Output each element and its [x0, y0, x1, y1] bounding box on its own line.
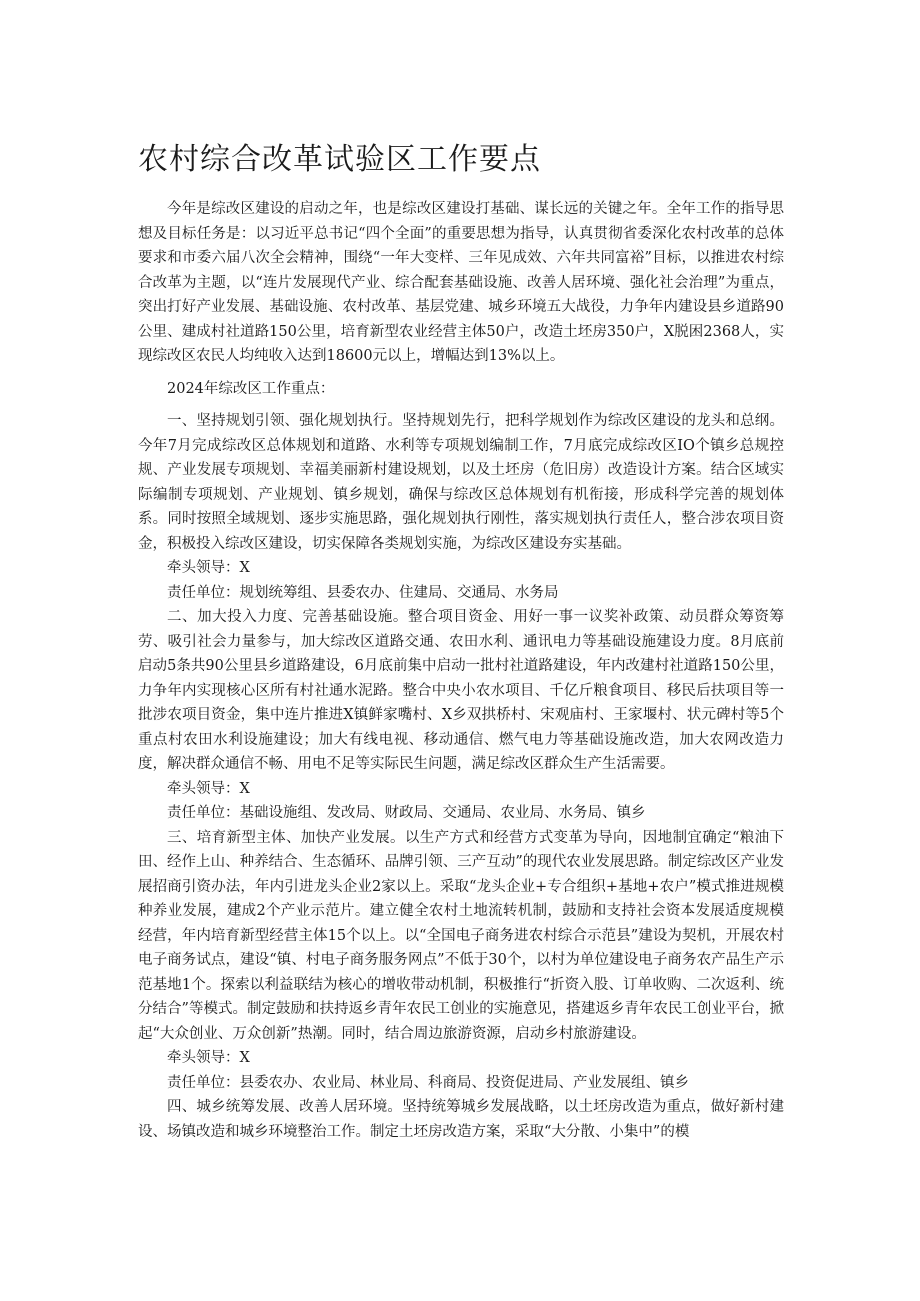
item-1-paragraph: 一、坚持规划引领、强化规划执行。坚持规划先行，把科学规划作为综改区建设的龙头和总纲。今年7月完成综改区总体规划和道路、水利等专项规划编制工作，7月底完成综改区IO个镇乡总规控规、产业发展专项规划、幸福美丽新村建设规划，以及土坯房（危旧房）改造设计方案。结合区域实际编制专项规划、产业规划、镇乡规划，确保与综改区总体规划有机衔接，形成科学完善的规划体系。同时按照全域规划、逐步实施思路，强化规划执行刚性，落实规划执行责任人，整合涉农项目资金，积极投入综改区建设，切实保障各类规划实施，为综改区建设夯实基础。	[138, 413, 784, 552]
section-heading: 2024年综改区工作重点：	[167, 380, 335, 397]
item-3-lead: 牵头领导：X	[167, 1050, 250, 1066]
item-1-units: 责任单位：规划统筹组、县委农办、住建局、交通局、水务局	[167, 584, 559, 601]
item-3-paragraph: 三、培育新型主体、加快产业发展。以生产方式和经营方式变革为导向，因地制宜确定“粮油下田、经作上山、种养结合、生态循环、品牌引领、三产互动”的现代农业发展思路。制定综改区产业发展招商引资办法，年内引进龙头企业2家以上。采取“龙头企业+专合组织+基地+农户”模式推进规模种养业发展，建成2个产业示范片。建立健全农村土地流转机制，鼓励和支持社会资本发展适度规模经营，年内培育新型经营主体15个以上。以“全国电子商务进农村综合示范县”建设为契机，开展农村电子商务试点，建设“镇、村电子商务服务网点”不低于30个，以村为单位建设电子商务农产品生产示范基地1个。探索以利益联结为核心的增收带动机制，积极推行“折资入股、订单收购、二次返利、统分结合”等模式。制定鼓励和扶持返乡青年农民工创业的实施意见，搭建返乡青年农民工创业平台，掀起“大众创业、万众创新”热潮。同时，结合周边旅游资源，启动乡村旅游建设。	[138, 829, 784, 1042]
document-title: 农村综合改革试验区工作要点	[138, 142, 541, 177]
document-body	[138, 197, 784, 1144]
item-4-paragraph: 四、城乡统筹发展、改善人居环境。坚持统筹城乡发展战略，以土坯房改造为重点，做好新村建设、场镇改造和城乡环境整治工作。制定土坯房改造方案，采取“大分散、小集中”的模	[138, 1099, 784, 1140]
intro-paragraph: 今年是综改区建设的启动之年，也是综改区建设打基础、谋长远的关键之年。全年工作的指导思想及目标任务是：以习近平总书记“四个全面”的重要思想为指导，认真贯彻省委深化农村改革的总体要求和市委六届八次全会精神，围绕“一年大变样、三年见成效、六年共同富裕”目标，以推进农村综合改革为主题，以“连片发展现代产业、综合配套基础设施、改善人居环境、强化社会治理”为重点，突出打好产业发展、基础设施、农村改革、基层党建、城乡环境五大战役，力争年内建设县乡道路90公里、建成村社道路150公里，培育新型农业经营主体50户，改造土坯房350户，X脱困2368人，实现综改区农民人均纯收入达到18600元以上，增幅达到13%以上。	[138, 201, 784, 364]
item-1-lead: 牵头领导：X	[167, 560, 250, 576]
item-2-units: 责任单位：基础设施组、发改局、财政局、交通局、农业局、水务局、镇乡	[167, 805, 646, 821]
item-3-units: 责任单位：县委农办、农业局、林业局、科商局、投资促进局、产业发展组、镇乡	[167, 1074, 689, 1091]
item-2-paragraph: 二、加大投入力度、完善基础设施。整合项目资金、用好一事一议奖补政策、动员群众筹资筹劳、吸引社会力量参与，加大综改区道路交通、农田水利、通讯电力等基础设施建设力度。8月底前启动5条共90公里县乡道路建设，6月底前集中启动一批村社道路建设，年内改建村社道路150公里，力争年内实现核心区所有村社通水泥路。整合中央小农水项目、千亿斤粮食项目、移民后扶项目等一批涉农项目资金，集中连片推进X镇鲜家嘴村、X乡双拱桥村、宋观庙村、王家堰村、状元碑村等5个重点村农田水利设施建设；加大有线电视、移动通信、燃气电力等基础设施改造，加大农网改造力度，解决群众通信不畅、用电不足等实际民生问题，满足综改区群众生产生活需要。	[138, 609, 784, 772]
item-2-lead: 牵头领导：X	[167, 780, 250, 797]
